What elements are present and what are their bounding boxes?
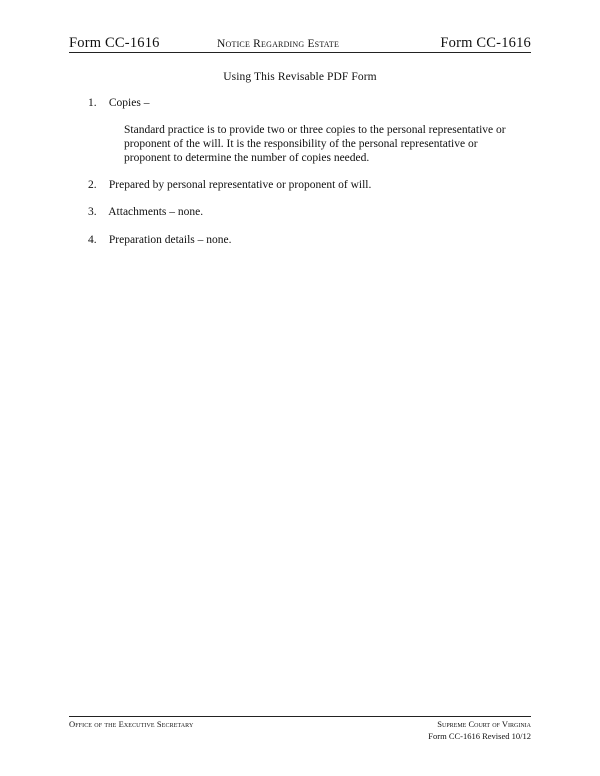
copies-paragraph: Standard practice is to provide two or three copies to the personal representative or proponent of the will. It is the responsibility of the personal representative or proponent to determine the number of copies needed. — [124, 124, 506, 164]
list-item-number: 3. — [88, 206, 97, 218]
list-item-text: Attachments – none. — [108, 206, 204, 218]
list-item-text: Copies – — [108, 97, 150, 109]
page-title: Using This Revisable PDF Form — [223, 71, 377, 83]
footer-court: Supreme Court of Virginia — [437, 719, 531, 729]
list-item-number: 1. — [88, 97, 97, 109]
footer-revision: Form CC-1616 Revised 10/12 — [428, 731, 531, 741]
list-item-prepared-by — [88, 177, 371, 193]
footer-office: Office of the Executive Secretary — [69, 719, 194, 729]
header-form-number-left: Form CC-1616 — [69, 35, 160, 51]
list-item-preparation-details — [88, 232, 232, 248]
list-item-number: 4. — [88, 234, 97, 246]
list-item-text: Prepared by personal representative or proponent of will. — [108, 179, 372, 191]
list-item-text: Preparation details – none. — [108, 234, 232, 246]
list-item-attachments — [88, 204, 203, 220]
header-form-title: Notice Regarding Estate — [217, 38, 340, 50]
list-item-number: 2. — [88, 179, 97, 191]
list-item-copies — [88, 95, 149, 111]
header-form-number-right: Form CC-1616 — [440, 35, 531, 51]
footer-divider — [69, 716, 531, 717]
page-header — [69, 34, 531, 53]
